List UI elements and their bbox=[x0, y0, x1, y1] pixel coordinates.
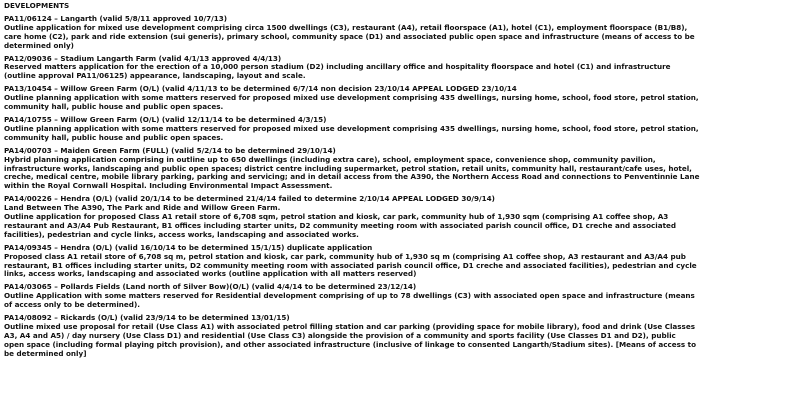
entry-description-line: community hall, public house and public open spaces. bbox=[4, 132, 224, 142]
entry-title: PA14/03065 – Pollards Fields (Land north of Silver Bow)(O/L) (valid 4/4/14 to be determined 23/12/14) bbox=[4, 282, 417, 292]
entry-description-line: within the Royal Cornwall Hospital. Including Environmental Impact Assessment. bbox=[4, 181, 333, 191]
entry-description-line: creche, medical centre, mobile library parking, parking and servicing; and in detail access from the A390, the Northern Access Road and connections to Penventinnie Lane bbox=[4, 172, 700, 182]
entry-title: PA11/06124 – Langarth (valid 5/8/11 approved 10/7/13) bbox=[4, 13, 228, 23]
entry-description-line: links, access works, landscaping and associated works (outline application with all matters reserved) bbox=[4, 269, 417, 279]
entry-title: PA14/10755 – Willow Green Farm (O/L) (valid 12/11/14 to be determined 4/3/15) bbox=[4, 114, 327, 124]
entry-description-line: infrastructure works, landscaping and public open spaces; district centre including supermarket, petrol station, retail units, community hall, restaurant/cafe uses, hotel, bbox=[4, 163, 692, 173]
development-entry bbox=[4, 15, 791, 51]
entry-description-line: restaurant, B1 offices including starter units, D2 community meeting room with associated parish council office, D1 creche and associated facilities), pedestrian and cycle bbox=[4, 260, 697, 270]
entry-title: PA14/08092 – Rickards (O/L) (valid 23/9/14 to be determined 13/01/15) bbox=[4, 313, 290, 323]
page-heading: DEVELOPMENTS bbox=[4, 1, 70, 10]
entry-description-line: Outline planning application with some matters reserved for proposed mixed use development comprising 435 dwellings, nursing home, school, food store, petrol station, bbox=[4, 93, 699, 103]
entry-description-line: Outline Application with some matters reserved for Residential development comprising of up to 78 dwellings (C3) with associated open space and infrastructure (means bbox=[4, 291, 695, 301]
entry-description-line: care home (C2), park and ride extension (sui generis), primary school, community space (D1) and associated public open space and infrastructure (means of access to be bbox=[4, 31, 695, 41]
development-entry bbox=[4, 244, 791, 280]
entry-description-line: Outline application for mixed use development comprising circa 1500 dwellings (C3), restaurant (A4), retail floorspace (A1), hotel (C1), employment floorspace (B1/B8), bbox=[4, 22, 688, 32]
entry-description-line: (outline approval PA11/06125) appearance, landscaping, layout and scale. bbox=[4, 71, 306, 81]
development-entry bbox=[4, 85, 791, 112]
developments-document bbox=[4, 2, 791, 363]
entry-description-line: of access only to be determined). bbox=[4, 300, 140, 310]
entry-description-line: Proposed class A1 retail store of 6,708 sq m, petrol station and kiosk, car park, community hub of 1,930 sq m (comprising A1 coffee shop, A3 restaurant and A3/A4 pub bbox=[4, 251, 686, 261]
entry-title: PA13/10454 – Willow Green Farm (O/L) (valid 4/11/13 to be determined 6/7/14 non decision 23/10/14 APPEAL LODGED 23/10/14 bbox=[4, 84, 517, 94]
entry-title: PA14/09345 – Hendra (O/L) (valid 16/10/14 to be determined 15/1/15) duplicate application bbox=[4, 242, 373, 252]
entry-title: PA14/00226 – Hendra (O/L) (valid 20/1/14 to be determined 21/4/14 failed to determine 2/10/14 APPEAL LODGED 30/9/14) bbox=[4, 194, 495, 204]
entry-description-line: community hall, public house and public open spaces. bbox=[4, 102, 224, 112]
entry-description-line: Outline mixed use proposal for retail (Use Class A1) with associated petrol filling station and car parking (providing space for mobile library), food and drink (Use Classes bbox=[4, 322, 695, 331]
entry-description-line: A3, A4 and A5) / day nursery (Use Class D1) and residential (Use Class C3) alongside the provision of a community and sports facility (Use Classes D1 and D2), public bbox=[4, 330, 676, 340]
entry-description-line: facilities), pedestrian and cycle links, access works, landscaping and associated works. bbox=[4, 229, 359, 239]
development-entry bbox=[4, 116, 791, 143]
entry-title: PA14/00703 – Maiden Green Farm (FULL) (valid 5/2/14 to be determined 29/10/14) bbox=[4, 145, 336, 155]
development-entry bbox=[4, 55, 791, 82]
entry-description-line: determined only) bbox=[4, 40, 74, 50]
entry-description-line: Outline planning application with some matters reserved for proposed mixed use development comprising 435 dwellings, nursing home, school, food store, petrol station, bbox=[4, 123, 699, 133]
entry-description-line: Outline application for proposed Class A1 retail store of 6,708 sqm, petrol station and kiosk, car park, community hub of 1,930 sqm (comprising A1 coffee shop, A3 bbox=[4, 212, 669, 222]
entries-list bbox=[4, 15, 791, 359]
entry-description-line: open space (including formal playing pitch provision), and other associated infrastructure (inclusive of linkage to consented Langarth/Stadium sites). [Means of access to bbox=[4, 339, 697, 349]
entry-description-line: be determined only] bbox=[4, 348, 87, 358]
development-entry bbox=[4, 195, 791, 240]
development-entry bbox=[4, 314, 791, 359]
entry-description-line: Hybrid planning application comprising in outline up to 650 dwellings (including extra care), school, employment space, convenience shop, community pavilion, bbox=[4, 154, 656, 164]
development-entry bbox=[4, 147, 791, 192]
entry-description-line: Land Between The A390, The Park and Ride and Willow Green Farm. bbox=[4, 203, 281, 213]
entry-description-line: Reserved matters application for the erection of a 10,000 person stadium (D2) including ancillary office and hospitality floorspace and hotel (C1) and infrastructure bbox=[4, 62, 671, 72]
entry-description-line: restaurant and A3/A4 Pub Restaurant, B1 offices including starter units, D2 community meeting room with associated parish council office, D1 creche and associated bbox=[4, 220, 677, 230]
development-entry bbox=[4, 283, 791, 310]
entry-title: PA12/09036 – Stadium Langarth Farm (valid 4/1/13 approved 4/4/13) bbox=[4, 53, 282, 63]
